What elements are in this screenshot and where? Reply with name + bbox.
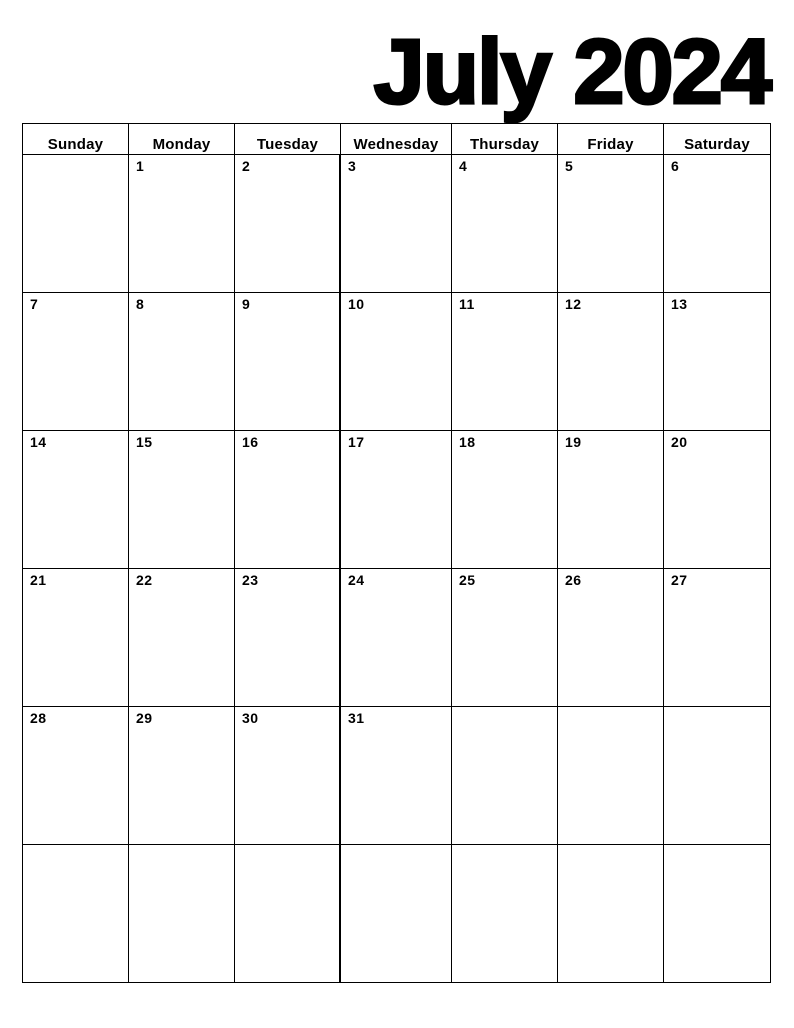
day-cell[interactable] [129, 569, 235, 707]
day-number: 25 [459, 572, 476, 588]
day-number: 30 [242, 710, 259, 726]
day-cell[interactable] [664, 155, 771, 293]
day-number: 9 [242, 296, 251, 312]
day-cell[interactable] [452, 707, 558, 845]
day-cell[interactable] [664, 569, 771, 707]
day-cell[interactable] [452, 155, 558, 293]
day-number: 1 [136, 158, 145, 174]
day-number: 15 [136, 434, 153, 450]
day-number: 13 [671, 296, 688, 312]
weekday-header-row [23, 124, 771, 154]
day-cell[interactable] [558, 845, 664, 983]
day-number: 29 [136, 710, 153, 726]
day-cell[interactable] [664, 707, 771, 845]
day-cell[interactable] [664, 845, 771, 983]
day-cell[interactable] [129, 431, 235, 569]
calendar-title: July 2024 [373, 21, 770, 123]
day-cell[interactable] [664, 293, 771, 431]
day-cell[interactable] [341, 431, 452, 569]
day-number: 14 [30, 434, 47, 450]
day-number: 23 [242, 572, 259, 588]
day-number: 10 [348, 296, 365, 312]
day-cell[interactable] [23, 845, 129, 983]
day-number: 27 [671, 572, 688, 588]
day-cell[interactable] [664, 431, 771, 569]
day-cell[interactable] [558, 569, 664, 707]
day-cell[interactable] [235, 569, 341, 707]
day-cell[interactable] [558, 431, 664, 569]
day-number: 7 [30, 296, 39, 312]
day-number: 3 [348, 158, 357, 174]
weekday-wednesday: Wednesday [341, 124, 452, 154]
day-cell[interactable] [558, 155, 664, 293]
day-number: 8 [136, 296, 145, 312]
weekday-monday: Monday [129, 124, 235, 154]
day-number: 16 [242, 434, 259, 450]
day-cell[interactable] [129, 293, 235, 431]
day-number: 24 [348, 572, 365, 588]
day-cell[interactable] [235, 845, 341, 983]
day-cell[interactable] [558, 707, 664, 845]
day-number: 21 [30, 572, 47, 588]
weekday-sunday: Sunday [23, 124, 129, 154]
day-number: 11 [459, 296, 475, 312]
day-cell[interactable] [452, 293, 558, 431]
week-row-1 [23, 154, 771, 293]
day-cell[interactable] [129, 707, 235, 845]
calendar-grid [22, 123, 771, 983]
weekday-thursday: Thursday [452, 124, 558, 154]
week-row-2 [23, 293, 771, 431]
weekday-friday: Friday [558, 124, 664, 154]
day-number: 31 [348, 710, 365, 726]
day-cell[interactable] [235, 431, 341, 569]
day-cell[interactable] [23, 155, 129, 293]
day-cell[interactable] [23, 569, 129, 707]
day-number: 2 [242, 158, 251, 174]
day-number: 6 [671, 158, 680, 174]
weekday-saturday: Saturday [664, 124, 771, 154]
day-number: 26 [565, 572, 582, 588]
day-cell[interactable] [129, 845, 235, 983]
day-number: 20 [671, 434, 688, 450]
week-row-5 [23, 707, 771, 845]
day-cell[interactable] [23, 707, 129, 845]
day-cell[interactable] [23, 293, 129, 431]
day-cell[interactable] [452, 845, 558, 983]
week-row-6 [23, 845, 771, 983]
day-number: 4 [459, 158, 468, 174]
day-number: 5 [565, 158, 574, 174]
day-cell[interactable] [235, 155, 341, 293]
day-number: 19 [565, 434, 582, 450]
week-row-3 [23, 431, 771, 569]
day-cell[interactable] [558, 293, 664, 431]
day-cell[interactable] [341, 155, 452, 293]
week-row-4 [23, 569, 771, 707]
day-cell[interactable] [452, 569, 558, 707]
day-number: 28 [30, 710, 47, 726]
day-cell[interactable] [23, 431, 129, 569]
day-cell[interactable] [341, 845, 452, 983]
day-number: 12 [565, 296, 582, 312]
day-cell[interactable] [341, 293, 452, 431]
day-cell[interactable] [341, 569, 452, 707]
day-number: 18 [459, 434, 476, 450]
day-cell[interactable] [341, 707, 452, 845]
weekday-tuesday: Tuesday [235, 124, 341, 154]
day-number: 22 [136, 572, 153, 588]
day-cell[interactable] [129, 155, 235, 293]
day-cell[interactable] [452, 431, 558, 569]
day-cell[interactable] [235, 707, 341, 845]
day-cell[interactable] [235, 293, 341, 431]
day-number: 17 [348, 434, 365, 450]
